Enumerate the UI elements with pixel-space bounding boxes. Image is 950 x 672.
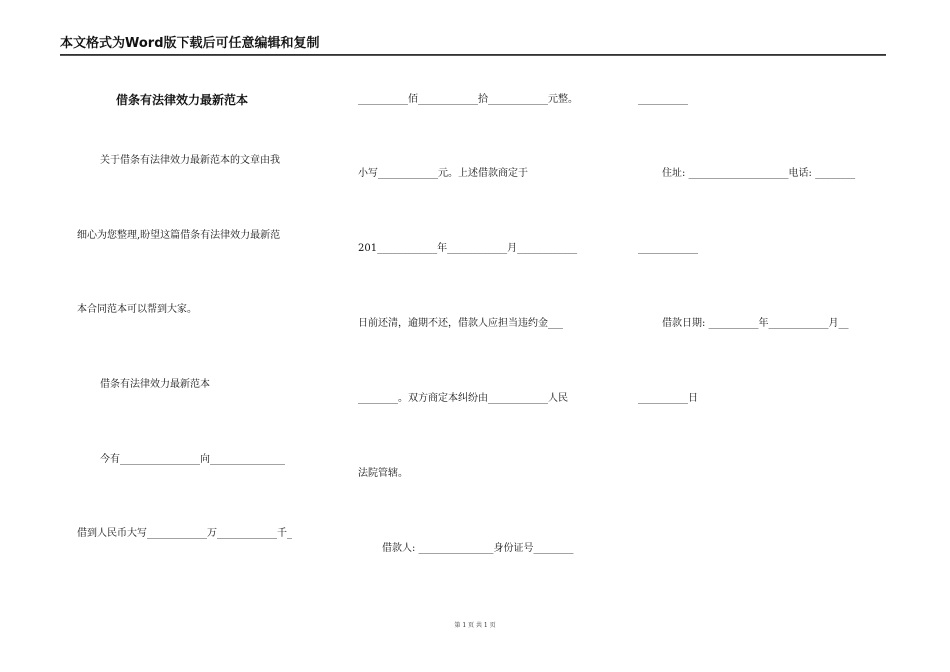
right-line-3: ____________: [638, 243, 698, 254]
document-title: 借条有法律效力最新范本: [116, 93, 249, 107]
middle-line-4: 日前还清，逾期不还，借款人应担当违约金___: [358, 318, 563, 329]
right-line-1: __________: [638, 94, 688, 105]
middle-line-1: __________佰____________拾____________元整。: [358, 94, 578, 105]
header-divider: [60, 55, 886, 56]
right-line-5: __________日: [638, 393, 698, 404]
right-line-2: 住址: ____________________电话: ________: [662, 168, 856, 179]
page-header: [60, 36, 886, 55]
middle-line-5: ________。双方商定本纠纷由____________人民: [358, 393, 568, 404]
middle-line-3: 201____________年____________月____________: [358, 243, 578, 254]
right-line-4: 借款日期: __________年____________月__: [662, 318, 849, 329]
left-line-1: 关于借条有法律效力最新范本的文章由我: [100, 155, 280, 166]
middle-line-6: 法院管辖。: [358, 468, 408, 479]
left-line-5: 今有________________向_______________: [100, 454, 285, 465]
left-line-6: 借到人民币大写____________万____________千_: [77, 528, 292, 539]
left-line-2: 细心为您整理,盼望这篇借条有法律效力最新范: [77, 230, 281, 241]
header-text: 本文格式为Word版下载后可任意编辑和复制: [60, 36, 320, 51]
middle-line-2: 小写____________元。上述借款商定于: [358, 168, 528, 179]
left-line-4: 借条有法律效力最新范本: [100, 379, 210, 390]
middle-line-7: 借款人: _______________身份证号________: [382, 543, 574, 554]
left-line-3: 本合同范本可以帮到大家。: [77, 304, 197, 315]
page-footer: 第 1 页 共 1 页: [454, 622, 496, 629]
